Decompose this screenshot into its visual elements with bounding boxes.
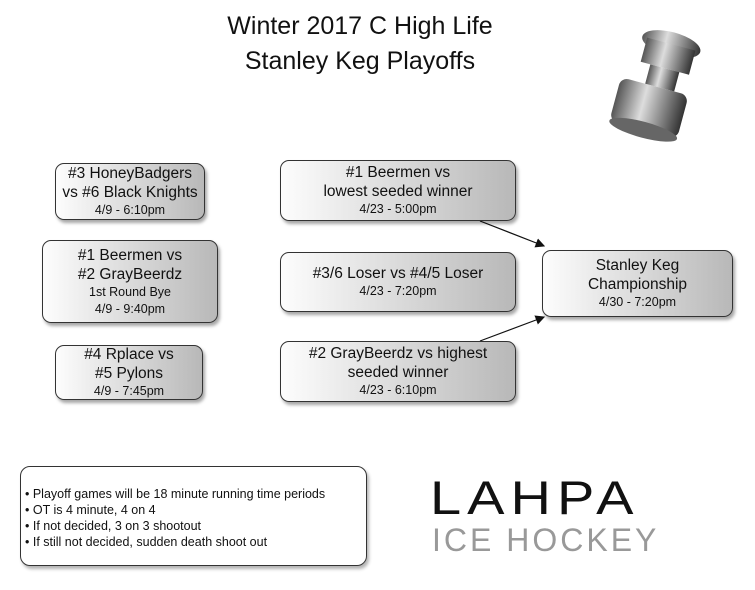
game-box-semifinal2	[280, 341, 516, 402]
title-line2: Stanley Keg Playoffs	[244, 47, 476, 75]
game-teams: #3 HoneyBadgers	[67, 165, 193, 182]
note-item: • If not decided, 3 on 3 shootout	[25, 519, 202, 533]
game-time: 4/30 - 7:20pm	[598, 295, 677, 309]
game-box-semifinal1	[280, 160, 516, 221]
game-teams: lowest seeded winner	[323, 183, 473, 200]
rules-notes	[20, 466, 367, 566]
game-time: 4/9 - 7:45pm	[93, 384, 165, 398]
arrow-semifinal1-to-final	[480, 221, 544, 246]
game-teams: #4 Rplace vs	[84, 346, 174, 363]
game-box-4v5	[55, 345, 203, 400]
game-box-championship	[542, 250, 733, 317]
note-item: • OT is 4 minute, 4 on 4	[25, 503, 156, 517]
game-teams: vs #6 Black Knights	[62, 184, 198, 201]
game-time: 4/23 - 5:00pm	[359, 202, 437, 216]
game-box-3v6	[55, 163, 205, 220]
note-item: • If still not decided, sudden death shoot out	[25, 535, 268, 549]
game-time: 4/23 - 7:20pm	[359, 284, 437, 298]
note-item: • Playoff games will be 18 minute running time periods	[25, 487, 326, 501]
game-teams: #2 GrayBeerdz	[77, 265, 183, 283]
game-teams: seeded winner	[347, 364, 449, 381]
game-box-bye	[42, 240, 218, 323]
game-teams: #2 GrayBeerdz vs highest	[308, 345, 488, 362]
logo-ice-hockey: ICE HOCKEY	[432, 522, 660, 558]
game-time: 4/9 - 6:10pm	[94, 203, 166, 217]
game-time: 4/23 - 6:10pm	[359, 383, 437, 397]
game-time: 4/9 - 9:40pm	[94, 301, 166, 316]
game-teams: #1 Beermen vs	[77, 246, 183, 264]
game-teams: Championship	[587, 276, 688, 293]
title-line1: Winter 2017 C High Life	[227, 12, 493, 40]
game-teams: Stanley Keg	[595, 257, 680, 274]
game-teams: #5 Pylons	[94, 365, 164, 382]
game-box-consolation	[280, 252, 516, 312]
arrow-semifinal2-to-final	[480, 317, 544, 341]
game-teams: #3/6 Loser vs #4/5 Loser	[312, 265, 484, 282]
game-note: 1st Round Bye	[89, 284, 171, 299]
game-teams: #1 Beermen vs	[345, 164, 451, 181]
logo-lahpa: LAHPA	[430, 470, 640, 525]
